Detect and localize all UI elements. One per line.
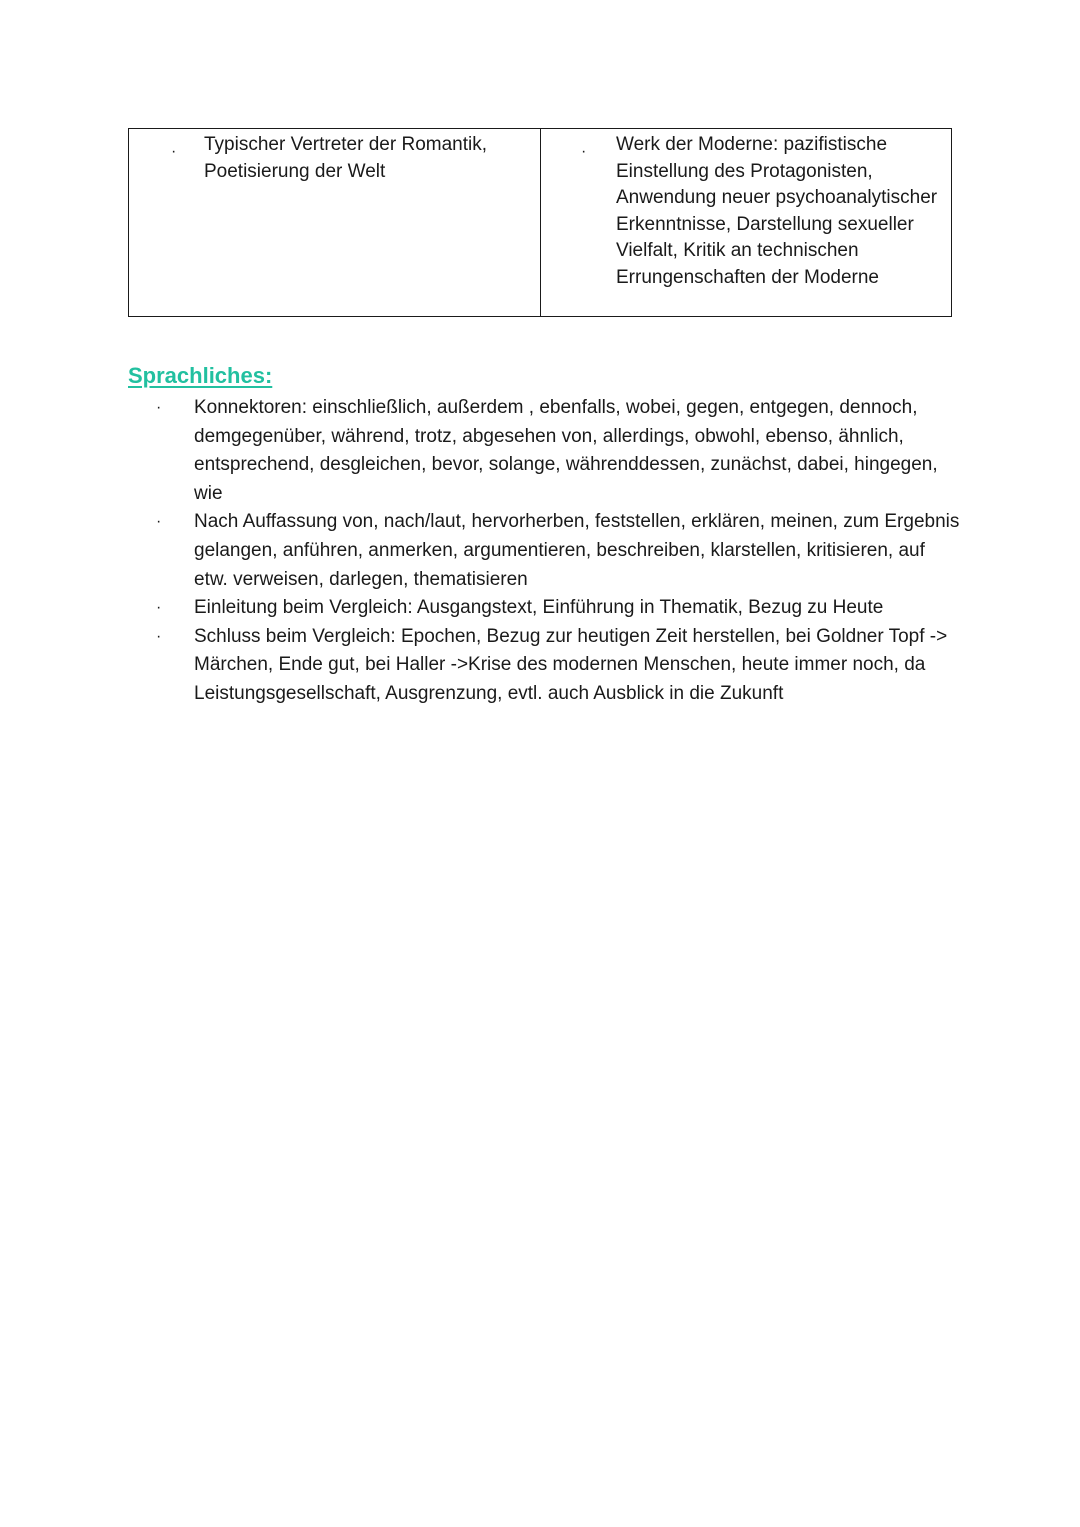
comparison-table: [128, 128, 952, 317]
bullet-icon: ·: [156, 627, 162, 645]
table-cell-romantik: [129, 129, 541, 316]
list-item-text: Schluss beim Vergleich: Epochen, Bezug zur heutigen Zeit herstellen, bei Goldner Topf -> Märchen, Ende gut, bei Haller ->Krise des modernen Menschen, heute immer noch, da Leistungsgesellschaft, Ausgrenzung, evtl. auch Ausblick in die Zukunft: [194, 625, 948, 704]
list-item: [150, 623, 960, 709]
list-item-text: Nach Auffassung von, nach/laut, hervorherben, feststellen, erklären, meinen, zum Ergebnis gelangen, anführen, anmerken, argumentieren, beschreiben, klarstellen, kritisieren, auf etw. verweisen, darlegen, thematisieren: [194, 511, 960, 590]
list-item: [150, 594, 960, 623]
section-heading: Sprachliches:: [128, 363, 273, 388]
list-item: [150, 394, 960, 508]
bullet-icon: ·: [156, 513, 162, 531]
table-cell-text: Typischer Vertreter der Romantik, Poetisierung der Welt: [204, 134, 487, 182]
bullet-icon: ·: [156, 599, 162, 617]
bullet-icon: ·: [581, 143, 587, 160]
list-item-text: Konnektoren: einschließlich, außerdem , ebenfalls, wobei, gegen, entgegen, dennoch, demgegenüber, während, trotz, abgesehen von, allerdings, obwohl, ebenso, ähnlich, entsprechend, desgleichen, bevor, solange, währenddessen, zunächst, dabei, hingegen, wie: [194, 397, 938, 504]
table-cell-moderne: [541, 129, 951, 316]
bullet-list: [150, 394, 960, 709]
list-item: [150, 508, 960, 594]
table-cell-text: Werk der Moderne: pazifistische Einstellung des Protagonisten, Anwendung neuer psychoanalytischer Erkenntnisse, Darstellung sexueller Vielfalt, Kritik an technischen Errungenschaften der Moderne: [616, 134, 938, 288]
bullet-icon: ·: [156, 399, 162, 416]
list-item-text: Einleitung beim Vergleich: Ausgangstext, Einführung in Thematik, Bezug zu Heute: [194, 597, 884, 619]
bullet-icon: ·: [171, 143, 177, 160]
